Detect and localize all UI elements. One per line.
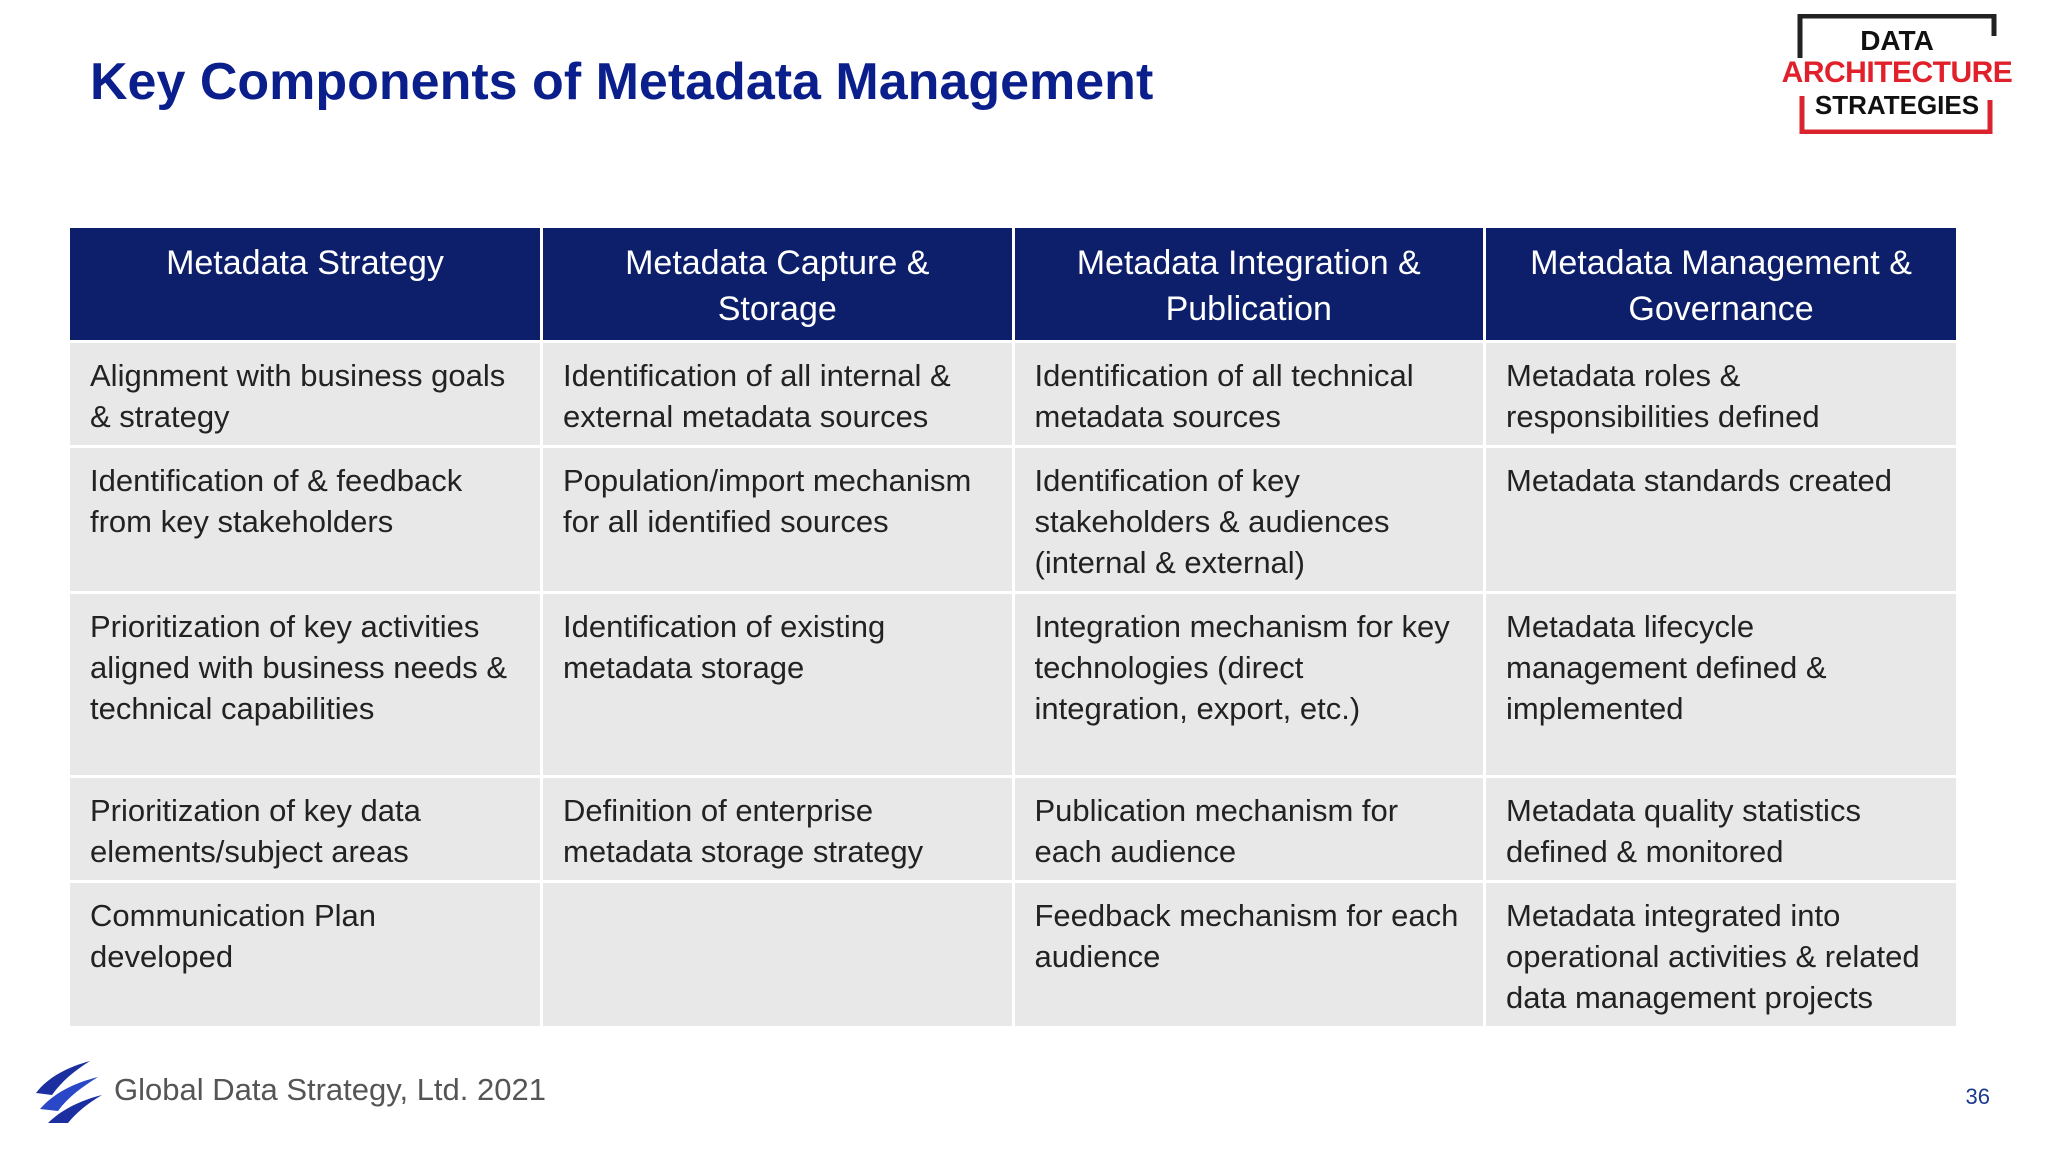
table-cell: Communication Plan developed: [70, 882, 542, 1027]
table-cell: Metadata quality statistics defined & monitored: [1485, 777, 1957, 882]
footer-copyright: Global Data Strategy, Ltd. 2021: [114, 1072, 546, 1107]
table-row: [70, 777, 1956, 882]
data-architecture-strategies-logo: [1758, 14, 2028, 134]
logo-line1: DATA: [1860, 25, 1934, 56]
global-data-strategy-logo-icon: [30, 1055, 106, 1125]
page-number: 36: [1965, 1084, 1990, 1109]
table-cell: Prioritization of key activities aligned with business needs & technical capabilities: [70, 593, 542, 777]
table-cell: Definition of enterprise metadata storage strategy: [542, 777, 1014, 882]
header-metadata-management-governance: Metadata Management & Governance: [1485, 228, 1957, 342]
table-cell: Identification of all technical metadata sources: [1013, 342, 1485, 447]
table-row: [70, 882, 1956, 1027]
header-metadata-capture-storage: Metadata Capture & Storage: [542, 228, 1014, 342]
table-cell: Feedback mechanism for each audience: [1013, 882, 1485, 1027]
logo-line3: STRATEGIES: [1814, 90, 1980, 120]
table-row: [70, 342, 1956, 447]
table-cell: Prioritization of key data elements/subject areas: [70, 777, 542, 882]
logo-line2: ARCHITECTURE: [1781, 56, 2013, 89]
table-cell: Identification of key stakeholders & audiences (internal & external): [1013, 447, 1485, 593]
slide-title: Key Components of Metadata Management: [90, 53, 1154, 111]
table-cell: [542, 882, 1014, 1027]
metadata-components-table: [70, 228, 1956, 1026]
table-cell: Integration mechanism for key technologies (direct integration, export, etc.): [1013, 593, 1485, 777]
table-cell: Metadata roles & responsibilities defined: [1485, 342, 1957, 447]
table-cell: Identification of existing metadata storage: [542, 593, 1014, 777]
table-cell: Alignment with business goals & strategy: [70, 342, 542, 447]
table-cell: Publication mechanism for each audience: [1013, 777, 1485, 882]
table-cell: Metadata lifecycle management defined & implemented: [1485, 593, 1957, 777]
table-row: [70, 593, 1956, 777]
table-cell: Identification of all internal & external metadata sources: [542, 342, 1014, 447]
header-metadata-strategy: Metadata Strategy: [70, 228, 542, 342]
table-header-row: [70, 228, 1956, 342]
table-cell: Population/import mechanism for all identified sources: [542, 447, 1014, 593]
table-cell: Metadata integrated into operational activities & related data management projects: [1485, 882, 1957, 1027]
table-row: [70, 447, 1956, 593]
footer: [30, 1055, 546, 1125]
table-cell: Metadata standards created: [1485, 447, 1957, 593]
header-metadata-integration-publication: Metadata Integration & Publication: [1013, 228, 1485, 342]
table-cell: Identification of & feedback from key stakeholders: [70, 447, 542, 593]
